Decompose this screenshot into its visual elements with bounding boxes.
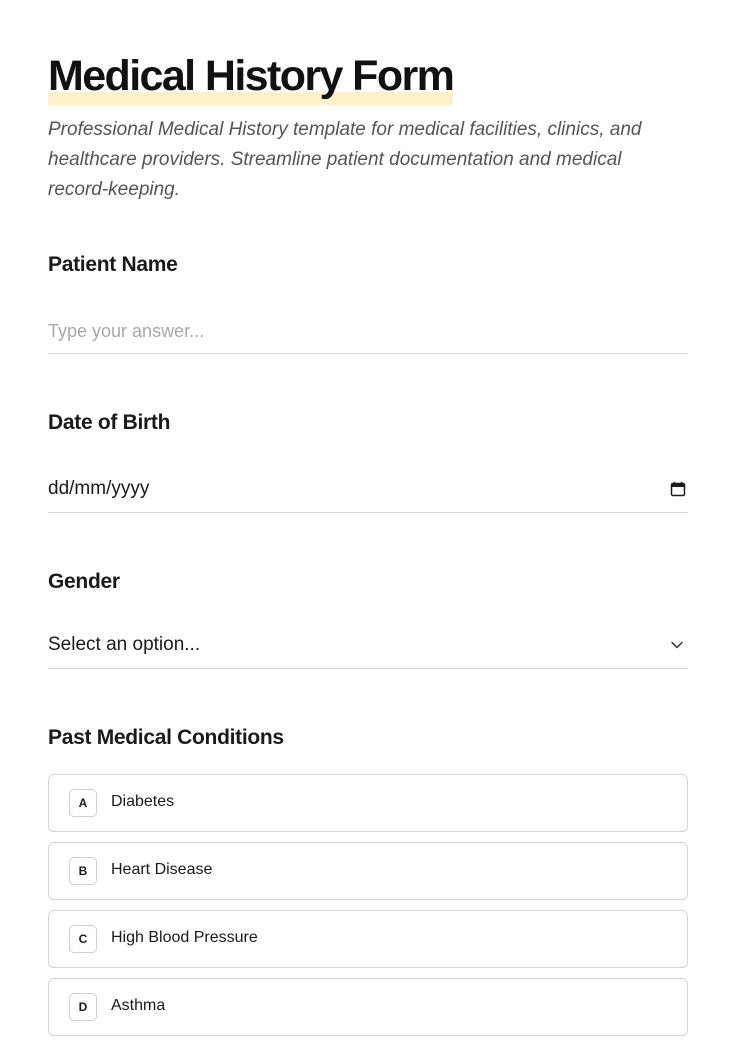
option-key: D xyxy=(69,993,97,1021)
gender-select[interactable] xyxy=(48,625,688,669)
option-label: Diabetes xyxy=(111,793,175,810)
date-of-birth-value: dd/mm/yyyy xyxy=(48,478,150,499)
patient-name-input[interactable] xyxy=(48,310,688,353)
option-asthma[interactable] xyxy=(48,978,688,1036)
past-conditions-options xyxy=(48,774,688,1046)
patient-name-field xyxy=(48,310,688,354)
option-diabetes[interactable] xyxy=(48,774,688,832)
option-key: B xyxy=(69,857,97,885)
option-label: High Blood Pressure xyxy=(111,929,258,946)
option-heart-disease[interactable] xyxy=(48,842,688,900)
title-wrap xyxy=(48,50,453,105)
option-key: A xyxy=(69,789,97,817)
form-description: Professional Medical History template for medical facilities, clinics, and healthcare providers. Streamline patient documentation and medical record-keeping. xyxy=(48,119,642,200)
chevron-down-icon xyxy=(670,638,684,652)
option-high-blood-pressure[interactable] xyxy=(48,910,688,968)
gender-selected-value: Select an option... xyxy=(48,634,201,655)
option-label: Asthma xyxy=(111,997,166,1014)
date-of-birth-label: Date of Birth xyxy=(48,411,171,434)
form-title: Medical History Form xyxy=(48,50,453,105)
past-conditions-label: Past Medical Conditions xyxy=(48,726,284,749)
date-of-birth-input[interactable] xyxy=(48,469,688,513)
calendar-icon[interactable] xyxy=(670,481,686,497)
patient-name-label: Patient Name xyxy=(48,253,178,276)
gender-label: Gender xyxy=(48,570,120,593)
option-key: C xyxy=(69,925,97,953)
option-label: Heart Disease xyxy=(111,861,213,878)
